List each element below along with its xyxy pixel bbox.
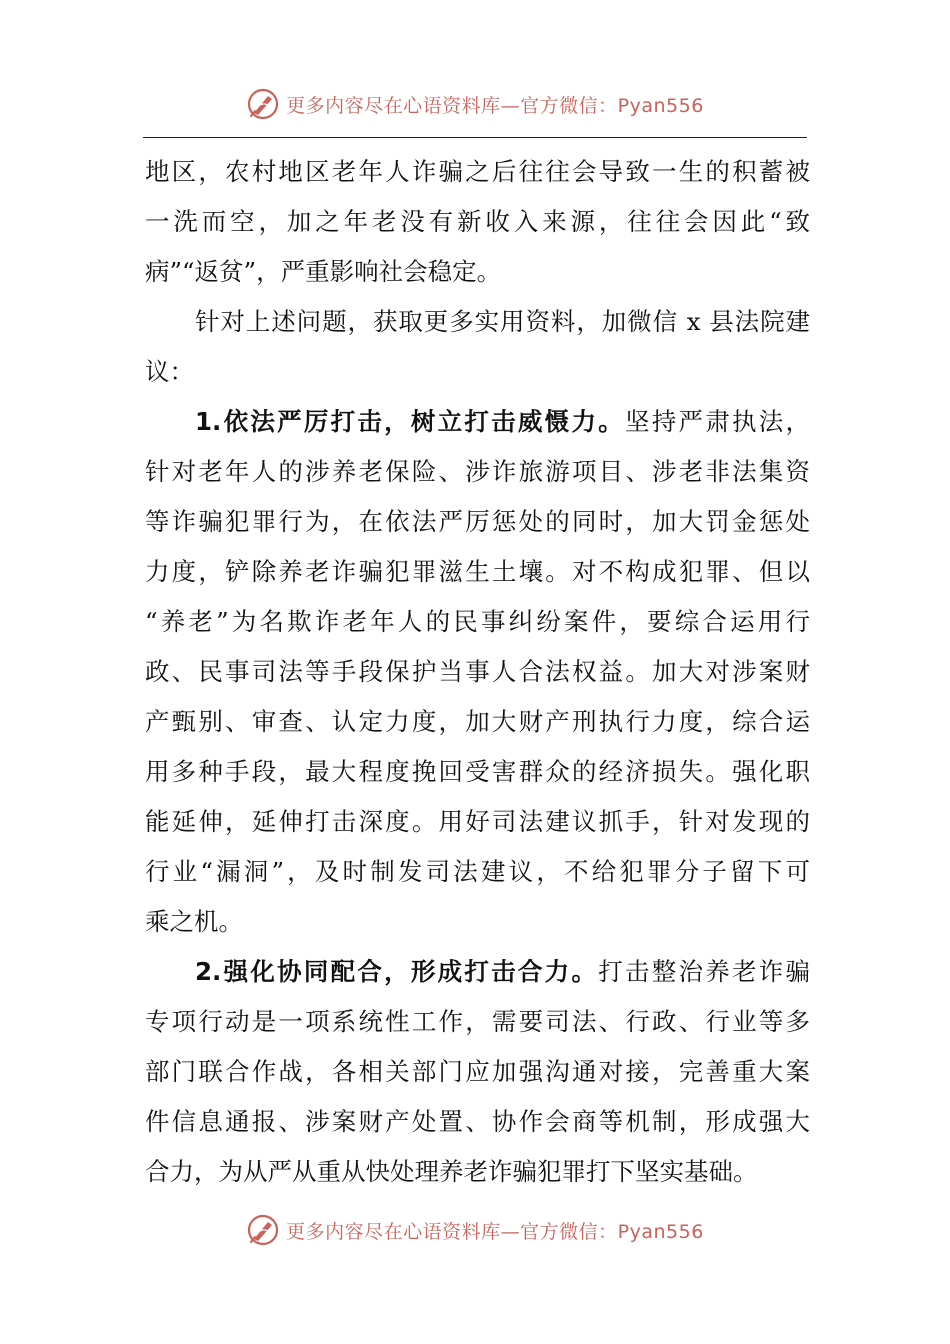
text-line: 产甄别、审查、认定力度，加大财产刑执行力度，综合运	[145, 707, 810, 736]
document-body	[145, 147, 810, 1197]
text-line: 专项行动是一项系统性工作，需要司法、行政、行业等多	[145, 1007, 810, 1036]
pen-logo-icon	[246, 87, 280, 121]
text-line: 行业“漏洞”，及时制发司法建议，不给犯罪分子留下可	[145, 857, 810, 886]
text-run: 打击整治养老诈骗	[598, 957, 810, 986]
text-line: 用多种手段，最大程度挽回受害群众的经济损失。强化职	[145, 757, 810, 786]
text-line: 政、民事司法等手段保护当事人合法权益。加大对涉案财	[145, 657, 810, 686]
text-line: 能延伸，延伸打击深度。用好司法建议抓手，针对发现的	[145, 807, 810, 836]
header-banner	[0, 84, 950, 124]
text-line: 针对上述问题，获取更多实用资料，加微信 x 县法院建	[195, 307, 810, 336]
paragraph-first-line	[145, 947, 810, 997]
section-heading-1: 1.依法严厉打击，树立打击威慑力。	[195, 407, 625, 436]
banner-label: 更多内容尽在心语资料库—官方微信：	[286, 1220, 618, 1243]
text-line: 合力，为从严从重从快处理养老诈骗犯罪打下坚实基础。	[145, 1157, 758, 1186]
section-heading-2: 2.强化协同配合，形成打击合力。	[195, 957, 599, 986]
text-line: 一洗而空，加之年老没有新收入来源，往往会因此“致	[145, 207, 810, 236]
text-line: 地区，农村地区老年人诈骗之后往往会导致一生的积蓄被	[145, 157, 810, 186]
paragraph-first-line	[145, 397, 810, 447]
footer-banner	[0, 1210, 950, 1250]
text-line: 等诈骗犯罪行为，在依法严厉惩处的同时，加大罚金惩处	[145, 507, 810, 536]
banner-wechat-handle: Pyan556	[617, 1220, 704, 1243]
text-line: 部门联合作战，各相关部门应加强沟通对接，完善重大案	[145, 1057, 810, 1086]
text-line: 议：	[145, 357, 194, 386]
header-divider	[143, 137, 807, 138]
banner-text	[286, 1217, 704, 1244]
text-line: 力度，铲除养老诈骗犯罪滋生土壤。对不构成犯罪、但以	[145, 557, 810, 586]
text-line: 针对老年人的涉养老保险、涉诈旅游项目、涉老非法集资	[145, 457, 810, 486]
text-run: 坚持严肃执法，	[624, 407, 811, 436]
text-line: 病”“返贫”，严重影响社会稳定。	[145, 257, 502, 286]
pen-logo-icon	[246, 1213, 280, 1247]
banner-text	[286, 91, 704, 118]
text-line: “养老”为名欺诈老年人的民事纠纷案件，要综合运用行	[145, 607, 810, 636]
text-line: 件信息通报、涉案财产处置、协作会商等机制，形成强大	[145, 1107, 810, 1136]
banner-label: 更多内容尽在心语资料库—官方微信：	[286, 94, 618, 117]
banner-wechat-handle: Pyan556	[617, 94, 704, 117]
text-line: 乘之机。	[145, 907, 243, 936]
